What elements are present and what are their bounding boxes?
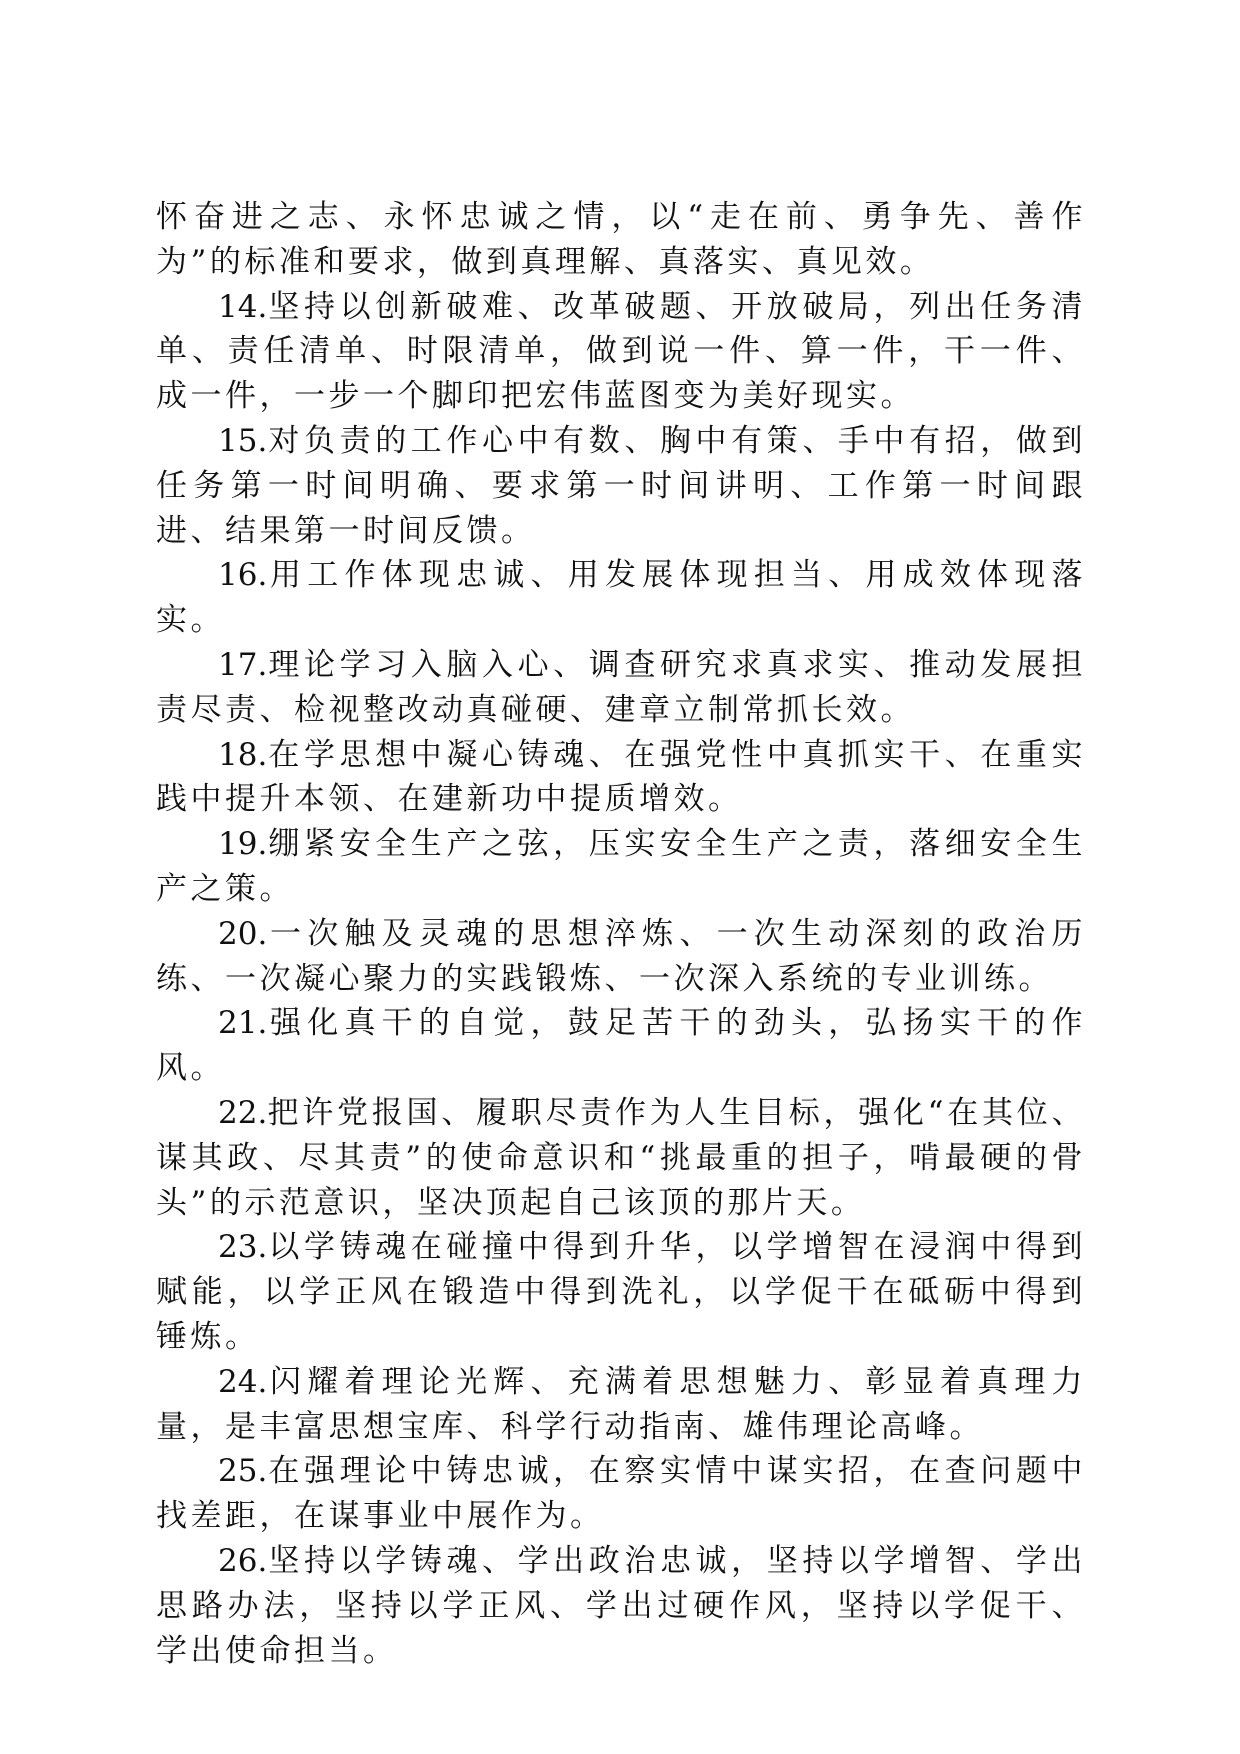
paragraph-number: 26.: [218, 1542, 268, 1579]
paragraph-22: [156, 1091, 1086, 1225]
paragraph-number: 25.: [218, 1453, 268, 1490]
document-body: [156, 195, 1086, 1673]
paragraph-text: 把许党报国、履职尽责作为人生目标，强化“在其位、谋其政、尽其责”的使命意识和“挑最重的担子，啃最硬的骨头”的示范意识，坚决顶起自己该顶的那片天。: [156, 1094, 1086, 1221]
paragraph-number: 14.: [218, 288, 268, 325]
paragraph-text: 在强理论中铸忠诚，在察实情中谋实招，在查问题中找差距，在谋事业中展作为。: [156, 1453, 1086, 1535]
paragraph-17: [156, 643, 1086, 733]
paragraph-15: [156, 419, 1086, 553]
paragraph-text: 强化真干的自觉，鼓足苦干的劲头，弘扬实干的作风。: [156, 1005, 1086, 1087]
paragraph-number: 24.: [218, 1363, 268, 1400]
paragraph-number: 16.: [218, 557, 268, 594]
paragraph-23: [156, 1225, 1086, 1359]
paragraph-26: [156, 1539, 1086, 1673]
paragraph-20: [156, 912, 1086, 1002]
paragraph-text: 以学铸魂在碰撞中得到升华，以学增智在浸润中得到赋能，以学正风在锻造中得到洗礼，以学促干在砥砺中得到锤炼。: [156, 1229, 1086, 1355]
paragraph-text: 绷紧安全生产之弦，压实安全生产之责，落细安全生产之策。: [156, 826, 1086, 907]
paragraph-number: 21.: [218, 1005, 268, 1042]
paragraph-number: 17.: [218, 646, 268, 683]
paragraph-continued: [156, 195, 1086, 285]
paragraph-number: 19.: [218, 826, 268, 863]
paragraph-19: [156, 822, 1086, 912]
paragraph-text: 闪耀着理论光辉、充满着思想魅力、彰显着真理力量，是丰富思想宝库、科学行动指南、雄伟理论高峰。: [156, 1363, 1086, 1445]
paragraph-number: 18.: [218, 736, 268, 773]
paragraph-text: 坚持以学铸魂、学出政治忠诚，坚持以学增智、学出思路办法，坚持以学正风、学出过硬作风，坚持以学促干、学出使命担当。: [156, 1542, 1086, 1669]
paragraph-25: [156, 1449, 1086, 1539]
paragraph-16: [156, 553, 1086, 643]
paragraph-number: 20.: [218, 915, 268, 952]
paragraph-text: 在学思想中凝心铸魂、在强党性中真抓实干、在重实践中提升本领、在建新功中提质增效。: [156, 736, 1086, 818]
paragraph-21: [156, 1001, 1086, 1091]
paragraph-text: 用工作体现忠诚、用发展体现担当、用成效体现落实。: [156, 557, 1086, 639]
paragraph-text: 怀奋进之志、永怀忠诚之情，以“走在前、勇争先、善作为”的标准和要求，做到真理解、真落实、真见效。: [156, 199, 1086, 280]
paragraph-number: 23.: [218, 1229, 268, 1266]
paragraph-24: [156, 1360, 1086, 1450]
paragraph-18: [156, 733, 1086, 823]
paragraph-text: 一次触及灵魂的思想淬炼、一次生动深刻的政治历练、一次凝心聚力的实践锻炼、一次深入系统的专业训练。: [156, 915, 1086, 997]
paragraph-text: 坚持以创新破难、改革破题、开放破局，列出任务清单、责任清单、时限清单，做到说一件、算一件，干一件、成一件，一步一个脚印把宏伟蓝图变为美好现实。: [156, 288, 1086, 415]
paragraph-number: 15.: [218, 422, 268, 459]
paragraph-number: 22.: [218, 1094, 268, 1131]
paragraph-text: 对负责的工作心中有数、胸中有策、手中有招，做到任务第一时间明确、要求第一时间讲明、工作第一时间跟进、结果第一时间反馈。: [156, 422, 1086, 549]
paragraph-14: [156, 285, 1086, 419]
paragraph-text: 理论学习入脑入心、调查研究求真求实、推动发展担责尽责、检视整改动真碰硬、建章立制常抓长效。: [156, 646, 1086, 728]
